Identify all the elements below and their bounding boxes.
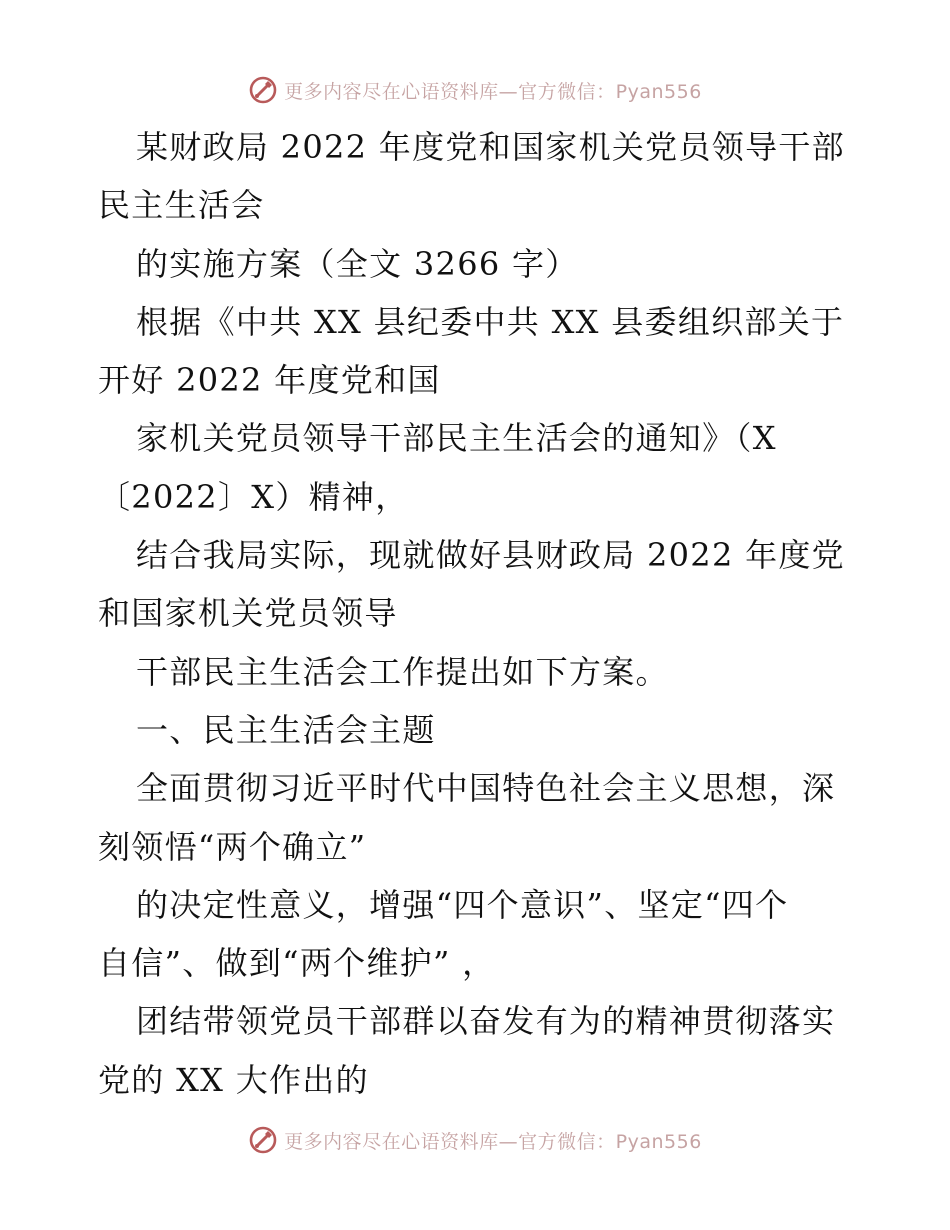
- text-line: 刻领悟“两个确立”: [98, 827, 367, 866]
- text-line: 和国家机关党员领导: [98, 594, 398, 633]
- text-line: 干部民主生活会工作提出如下方案。: [136, 652, 669, 691]
- section-heading: 一、民主生活会主题: [136, 710, 436, 749]
- watermark-text: 更多内容尽在心语资料库—官方微信：Pyan556: [284, 1130, 702, 1153]
- document-body: [98, 118, 858, 1109]
- pen-seal-logo-icon: [248, 75, 278, 105]
- pen-seal-logo-icon: [248, 1125, 278, 1155]
- watermark-banner-bottom: [0, 1120, 950, 1160]
- text-line: 家机关党员领导干部民主生活会的通知》（X: [136, 419, 777, 458]
- text-line: 党的 XX 大作出的: [98, 1060, 369, 1099]
- text-line: 的实施方案（全文 3266 字）: [136, 244, 579, 283]
- text-line: 全面贯彻习近平时代中国特色社会主义思想，深: [136, 769, 836, 808]
- text-line: 某财政局 2022 年度党和国家机关党员领导干部: [136, 128, 845, 166]
- text-line: 结合我局实际，现就做好县财政局 2022 年度党: [136, 536, 845, 575]
- text-line: 的决定性意义，增强“四个意识”、坚定“四个: [136, 885, 789, 924]
- text-line: 自信”、做到“两个维护” ，: [98, 944, 496, 983]
- text-line: 民主生活会: [98, 186, 265, 225]
- text-line: 〔2022〕X）精神，: [98, 477, 409, 516]
- watermark-banner-top: [0, 70, 950, 110]
- text-line: 开好 2022 年度党和国: [98, 361, 441, 400]
- text-line: 团结带领党员干部群以奋发有为的精神贯彻落实: [136, 1002, 836, 1041]
- watermark-text: 更多内容尽在心语资料库—官方微信：Pyan556: [284, 80, 702, 103]
- text-line: 根据《中共 XX 县纪委中共 XX 县委组织部关于: [136, 302, 845, 341]
